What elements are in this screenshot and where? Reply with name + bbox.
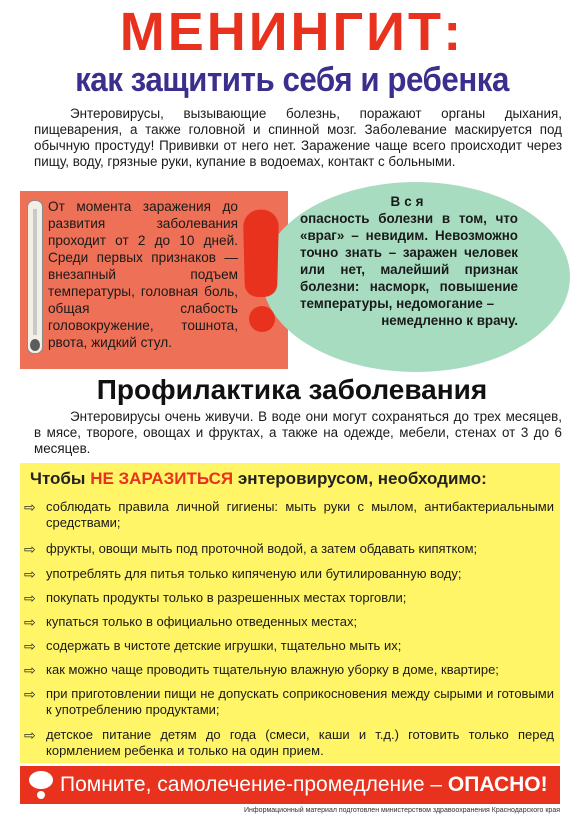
exclamation-dot	[249, 306, 275, 332]
warning-text-main: Помните, самолечение-промедление –	[60, 773, 443, 796]
prevention-title: Профилактика заболевания	[96, 374, 488, 405]
list-item	[24, 638, 554, 654]
list-item	[24, 541, 554, 557]
prevention-paragraph: Энтеровирусы очень живучи. В воде они могут сохраняться до трех месяцев, в мясе, твороге, овощах и фруктах, а также на одежде, мебели, стенах от 3 до 6 месяцев.	[34, 409, 562, 456]
arrow-right-icon: ⇨	[24, 727, 36, 743]
list-item	[24, 686, 554, 718]
arrow-right-icon: ⇨	[24, 499, 36, 515]
list-item	[24, 614, 554, 630]
list-item	[24, 662, 554, 678]
list-item-text: употреблять для питья только кипяченую или бутилированную воду;	[46, 566, 462, 581]
arrow-right-icon: ⇨	[24, 590, 36, 606]
list-item-text: фрукты, овощи мыть под проточной водой, а затем обдавать кипятком;	[46, 541, 478, 556]
list-item	[24, 727, 554, 759]
list-item-text: соблюдать правила личной гигиены: мыть руки с мылом, антибактериальными средствами;	[46, 499, 554, 530]
list-item	[24, 566, 554, 582]
credit-line: Информационный материал подготовлен министерством здравоохранения Краснодарского края	[244, 807, 560, 814]
danger-body: опасность болезни в том, что «враг» – невидим. Невозможно точно знать – заражен человек или нет, малейший признак болезни: насморк, повышение температуры, недомогание –	[300, 211, 518, 311]
page-subtitle: как защитить себя и ребенка	[75, 61, 509, 99]
rules-heading-em: НЕ ЗАРАЗИТЬСЯ	[90, 469, 234, 488]
list-item	[24, 499, 554, 531]
list-item-text: содержать в чистоте детские игрушки, тщательно мыть их;	[46, 638, 402, 653]
arrow-right-icon: ⇨	[24, 686, 36, 702]
intro-paragraph: Энтеровирусы, вызывающие болезнь, поражают органы дыхания, пищеварения, а также головной и спинной мозг. Заболевание маскируется под обычную простуду! Прививки от него нет. Заражение чаще всего происходит через пищу, воду, грязные руки, купание в водоемах, контакт с больными.	[34, 106, 562, 169]
rules-heading-pre: Чтобы	[30, 469, 86, 488]
thermometer-icon	[27, 200, 43, 354]
list-item-text: при приготовлении пищи не допускать соприкосновения между сырыми и готовыми к употреблению продуктами;	[46, 686, 554, 717]
danger-text	[300, 193, 518, 329]
exclamation-icon	[243, 210, 279, 297]
list-item-text: как можно чаще проводить тщательную влажную уборку в доме, квартире;	[46, 662, 499, 677]
rules-heading-post: энтеровирусом, необходимо:	[237, 469, 487, 488]
arrow-right-icon: ⇨	[24, 566, 36, 582]
warning-text-em: ОПАСНО!	[447, 773, 548, 796]
arrow-right-icon: ⇨	[24, 638, 36, 654]
list-item-text: детское питание детям до года (смеси, каши и т.д.) готовить только перед кормлением ребенка и только на один прием.	[46, 727, 554, 758]
list-item-text: покупать продукты только в разрешенных местах торговли;	[46, 590, 407, 605]
danger-call: немедленно к врачу.	[381, 313, 518, 328]
danger-heading: Вся	[390, 194, 428, 209]
list-item-text: купаться только в официально отведенных местах;	[46, 614, 358, 629]
warning-icon	[27, 770, 55, 800]
rules-heading	[30, 468, 554, 490]
list-item	[24, 590, 554, 606]
page-title: МЕНИНГИТ:	[119, 2, 465, 62]
warning-text	[60, 771, 556, 799]
arrow-right-icon: ⇨	[24, 662, 36, 678]
arrow-right-icon: ⇨	[24, 614, 36, 630]
incubation-text: От момента заражения до развития заболевания проходит от 2 до 10 дней. Среди первых признаков — внезапный подъем температуры, головная боль, общая слабость головокружение, тошнота, рвота, жидкий стул.	[48, 199, 238, 350]
arrow-right-icon: ⇨	[24, 541, 36, 557]
